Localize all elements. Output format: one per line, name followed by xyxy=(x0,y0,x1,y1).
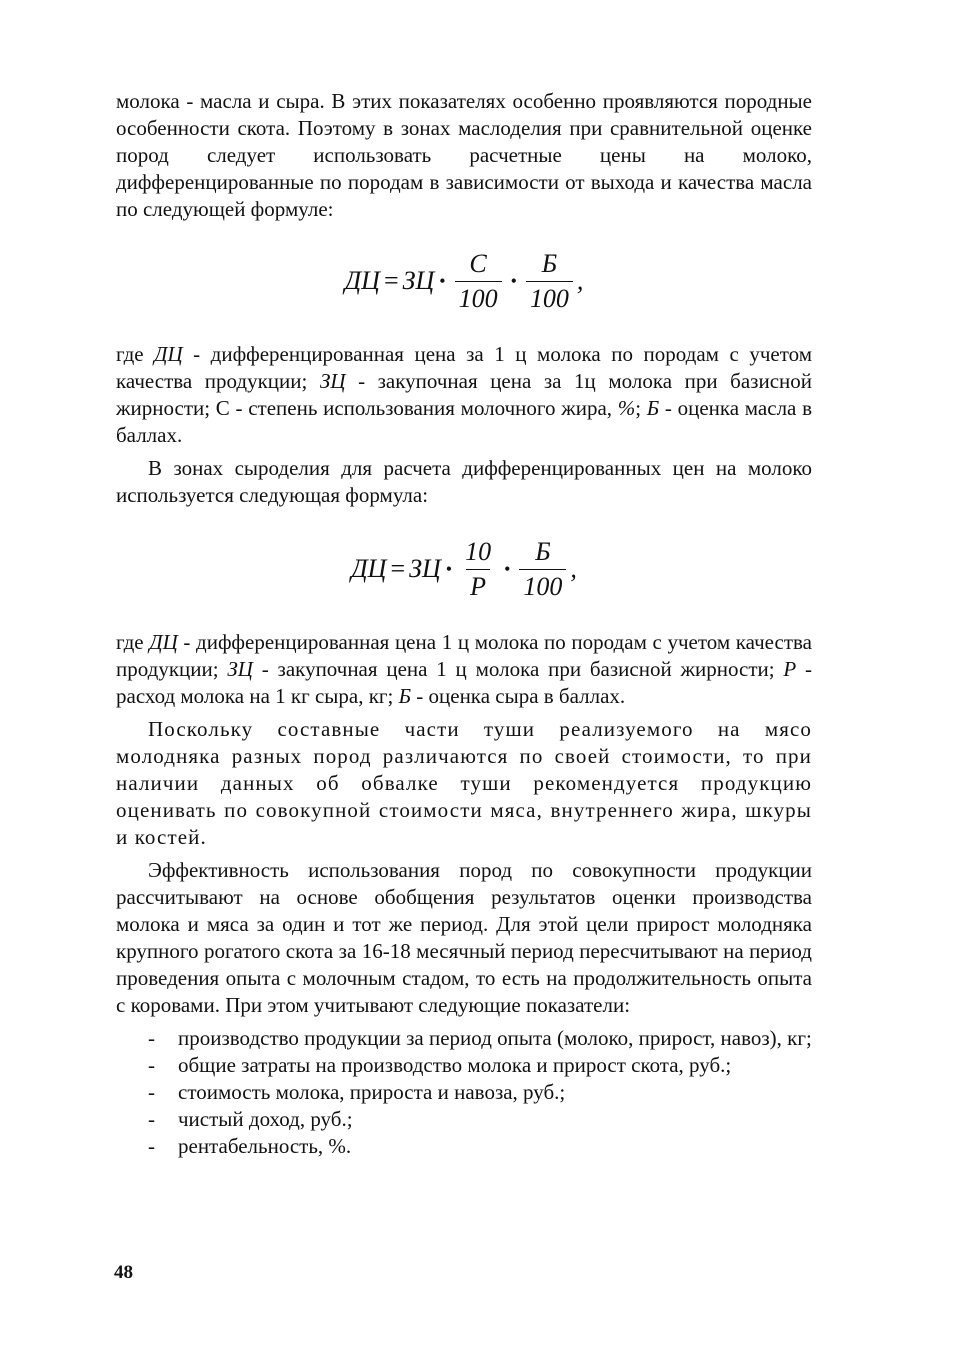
fraction-denominator: 100 xyxy=(519,569,566,602)
list-item-text: стоимость молока, прироста и навоза, руб.; xyxy=(178,1080,566,1104)
formula-equals: = xyxy=(390,554,406,583)
paragraph-efficiency: Эффективность использования пород по совокупности продукции рассчитывают на основе обобщения результатов оценки производства молока и мяса за один и тот же период. Для этой цели прирост молодняка крупного рогатого скота за 16-18 месячный период пересчитывают на период проведения опыта с молочным стадом, то есть на продолжительность опыта с коровами. При этом учитывают следующие показатели: xyxy=(116,858,812,1017)
fraction-denominator: 100 xyxy=(455,281,502,314)
formula-lhs: ДЦ xyxy=(344,266,380,295)
list-item xyxy=(116,1079,812,1106)
formula-comma: , xyxy=(570,554,577,583)
fraction-denominator: Р xyxy=(466,569,490,602)
text-span: где xyxy=(116,342,144,366)
fraction-fat-usage xyxy=(455,249,502,314)
var-b: Б xyxy=(398,684,412,708)
fraction-numerator: Б xyxy=(541,248,558,278)
list-item-text: рентабельность, %. xyxy=(178,1134,352,1158)
text-span: - оценка сыра в баллах. xyxy=(411,684,626,708)
list-item-text: производство продукции за период опыта (молоко, прирост, навоз), кг; xyxy=(178,1026,812,1050)
list-dash: - xyxy=(148,1107,155,1131)
list-item-text: общие затраты на производство молока и прирост скота, руб.; xyxy=(178,1053,732,1077)
formula-base-price: ЗЦ xyxy=(402,266,435,295)
fraction-numerator: 10 xyxy=(465,536,492,566)
formula-butter xyxy=(116,235,812,327)
text-span: - закупочная цена за 1ц молока при базисной жирности; С - степень использования молочного жира, xyxy=(116,369,812,420)
page-number: 48 xyxy=(114,1262,133,1283)
text-span: - оценка масла в баллах. xyxy=(116,396,812,447)
formula-comma: , xyxy=(576,266,584,295)
page-body xyxy=(116,88,812,1160)
multiply-dot: • xyxy=(445,558,453,579)
fraction-numerator: Б xyxy=(535,536,551,566)
var-zc: ЗЦ xyxy=(319,369,346,393)
list-dash: - xyxy=(148,1026,155,1050)
fraction-numerator: С xyxy=(469,248,487,278)
text-span: - расход молока на 1 кг сыра, кг; xyxy=(116,657,812,708)
list-dash: - xyxy=(148,1080,155,1104)
paragraph-carcass: Поскольку составные части туши реализуемого на мясо молодняка разных пород различаются по своей стоимости, то при наличии данных об обвалке туши рекомендуется продукцию оценивать по совокупной стоимости мяса, внутреннего жира, шкуры и костей. xyxy=(116,717,812,849)
formula-base-price: ЗЦ xyxy=(409,554,441,583)
list-item xyxy=(116,1106,812,1133)
multiply-dot: • xyxy=(504,558,511,579)
var-zc: ЗЦ xyxy=(227,657,253,681)
indicator-list xyxy=(116,1025,812,1160)
list-item-text: чистый доход, руб.; xyxy=(178,1107,353,1131)
list-item xyxy=(116,1133,812,1160)
var-r: Р xyxy=(783,657,797,681)
paragraph-legend-cheese xyxy=(116,629,812,710)
var-percent: % xyxy=(617,396,636,420)
list-dash: - xyxy=(148,1134,155,1158)
paragraph-intro: молока - масла и сыра. В этих показателях особенно проявляются породные особенности скота. Поэтому в зонах маслоделия при сравнительной оценке пород следует использовать расчетные цены на молоко, дифференцированные по породам в зависимости от выхода и качества масла по следующей формуле: xyxy=(116,89,812,221)
fraction-score xyxy=(526,249,573,314)
list-dash: - xyxy=(148,1053,155,1077)
fraction-consumption xyxy=(461,537,495,602)
formula-equals: = xyxy=(383,266,399,295)
fraction-score xyxy=(519,537,566,602)
paragraph-legend-butter xyxy=(116,341,812,449)
text-span: где xyxy=(116,630,144,654)
formula-cheese xyxy=(116,523,812,615)
text-span: - дифференцированная цена 1 ц молока по породам с учетом качества продукции; xyxy=(116,630,812,681)
paragraph-cheese-intro: В зонах сыроделия для расчета дифференцированных цен на молоко используется следующая формула: xyxy=(116,456,812,507)
var-b: Б xyxy=(646,396,660,420)
formula-lhs: ДЦ xyxy=(351,554,387,583)
multiply-dot: • xyxy=(439,270,446,291)
fraction-denominator: 100 xyxy=(526,281,573,314)
list-item xyxy=(116,1025,812,1052)
multiply-dot: • xyxy=(510,270,517,291)
text-span: - закупочная цена 1 ц молока при базисной жирности; xyxy=(252,657,784,681)
var-dc: ДЦ xyxy=(149,630,178,654)
var-dc: ДЦ xyxy=(154,342,183,366)
text-span: ; xyxy=(635,396,647,420)
text-span: - дифференцированная цена за 1 ц молока по породам с учетом качества продукции; xyxy=(116,342,813,393)
list-item xyxy=(116,1052,812,1079)
